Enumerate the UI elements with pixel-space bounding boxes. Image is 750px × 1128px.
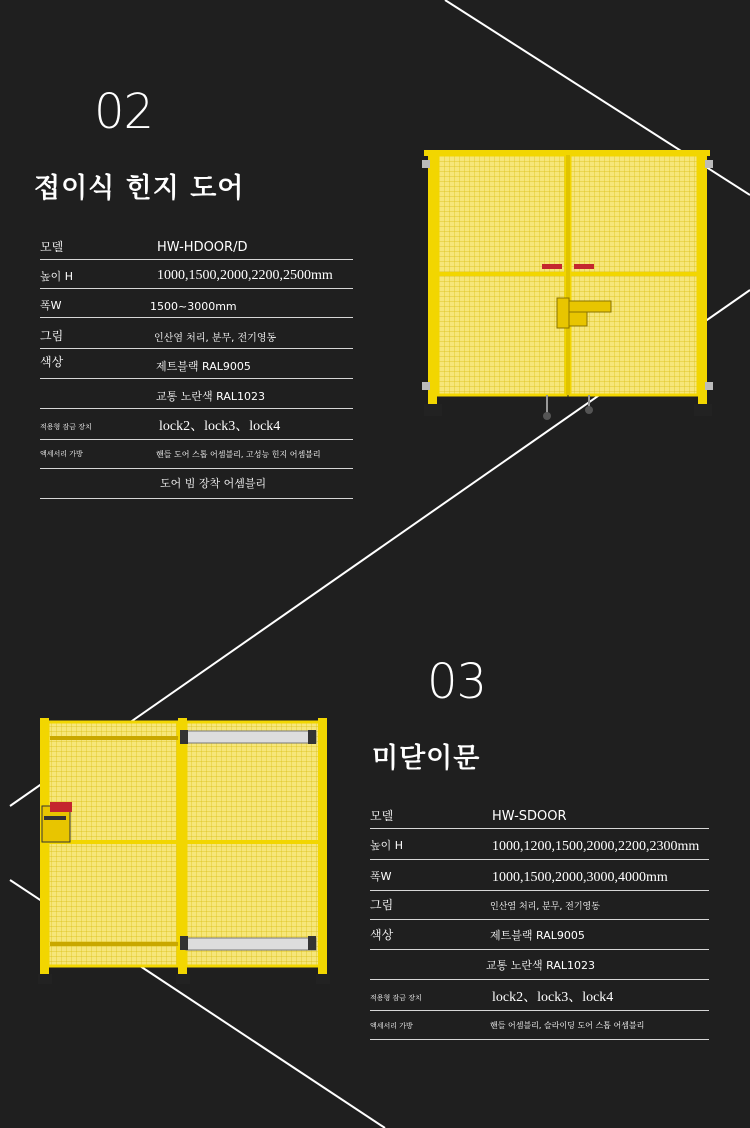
spec-row-color-2 — [40, 379, 353, 409]
spec-row-accessory — [370, 1011, 709, 1040]
spec-value: 1500~3000mm — [150, 300, 237, 313]
spec-row-width — [370, 860, 709, 891]
section-title: 미닫이문 — [372, 743, 481, 774]
spec-label: 높이 H — [40, 270, 74, 283]
section-title: 접이식 힌지 도어 — [34, 173, 245, 204]
spec-value: lock2、lock3、lock4 — [159, 419, 281, 434]
spec-label: 액세서리 가방 — [370, 1022, 413, 1030]
spec-label: 액세서리 가방 — [40, 450, 83, 458]
spec-row-lock — [40, 409, 353, 440]
spec-value: 1000,1500,2000,2200,2500mm — [157, 268, 333, 283]
section-number: 03 — [427, 654, 487, 710]
spec-row-accessory — [40, 440, 353, 469]
spec-label: 색상 — [370, 928, 394, 942]
spec-value: 인산염 처리, 분무, 전기영동 — [490, 902, 600, 912]
spec-value: 인산염 처리, 분무, 전기영동 — [154, 333, 277, 344]
spec-row-width — [40, 289, 353, 318]
spec-label: 모델 — [40, 240, 64, 254]
spec-value: 제트블랙 RAL9005 — [490, 929, 585, 942]
spec-row-height — [370, 829, 709, 860]
spec-label: 폭W — [40, 299, 62, 312]
spec-label: 적용형 잠금 장치 — [370, 994, 422, 1002]
spec-row-color — [40, 349, 353, 379]
sliding-door-image — [36, 716, 332, 986]
spec-value: 교통 노란색 RAL1023 — [486, 959, 595, 972]
spec-label: 높이 H — [370, 839, 404, 852]
section-number: 02 — [94, 84, 154, 140]
spec-label: 적용형 잠금 장치 — [40, 423, 92, 431]
spec-value: HW-SDOOR — [492, 809, 567, 824]
spec-table — [40, 232, 353, 499]
spec-value: 1000,1500,2000,3000,4000mm — [492, 870, 668, 885]
spec-label: 색상 — [40, 355, 64, 369]
spec-row-color — [370, 920, 709, 950]
spec-label: 모델 — [370, 809, 394, 823]
spec-value: HW-HDOOR/D — [157, 240, 248, 255]
spec-label: 폭W — [370, 870, 392, 883]
spec-value: 교통 노란색 RAL1023 — [156, 390, 265, 403]
spec-row-lock — [370, 980, 709, 1011]
spec-label: 그림 — [40, 329, 64, 343]
spec-row-height — [40, 260, 353, 289]
spec-row-finish — [370, 891, 709, 920]
spec-label: 그림 — [370, 898, 394, 912]
spec-row-model — [370, 804, 709, 829]
spec-table — [370, 804, 709, 1040]
spec-row-accessory-2 — [40, 469, 353, 499]
spec-row-finish — [40, 318, 353, 349]
spec-row-model — [40, 232, 353, 260]
spec-value: lock2、lock3、lock4 — [492, 990, 614, 1005]
spec-value: 핸들 도어 스톱 어셈블리, 고성능 힌지 어셈블리 — [156, 450, 321, 459]
spec-value: 제트블랙 RAL9005 — [156, 360, 251, 373]
spec-value: 핸들 어셈블리, 슬라이딩 도어 스톱 어셈블리 — [490, 1021, 645, 1030]
spec-row-color-2 — [370, 950, 709, 980]
spec-value: 1000,1200,1500,2000,2200,2300mm — [492, 839, 700, 854]
spec-value: 도어 빔 장착 어셈블리 — [160, 477, 267, 490]
folding-hinge-door-image — [414, 146, 718, 426]
